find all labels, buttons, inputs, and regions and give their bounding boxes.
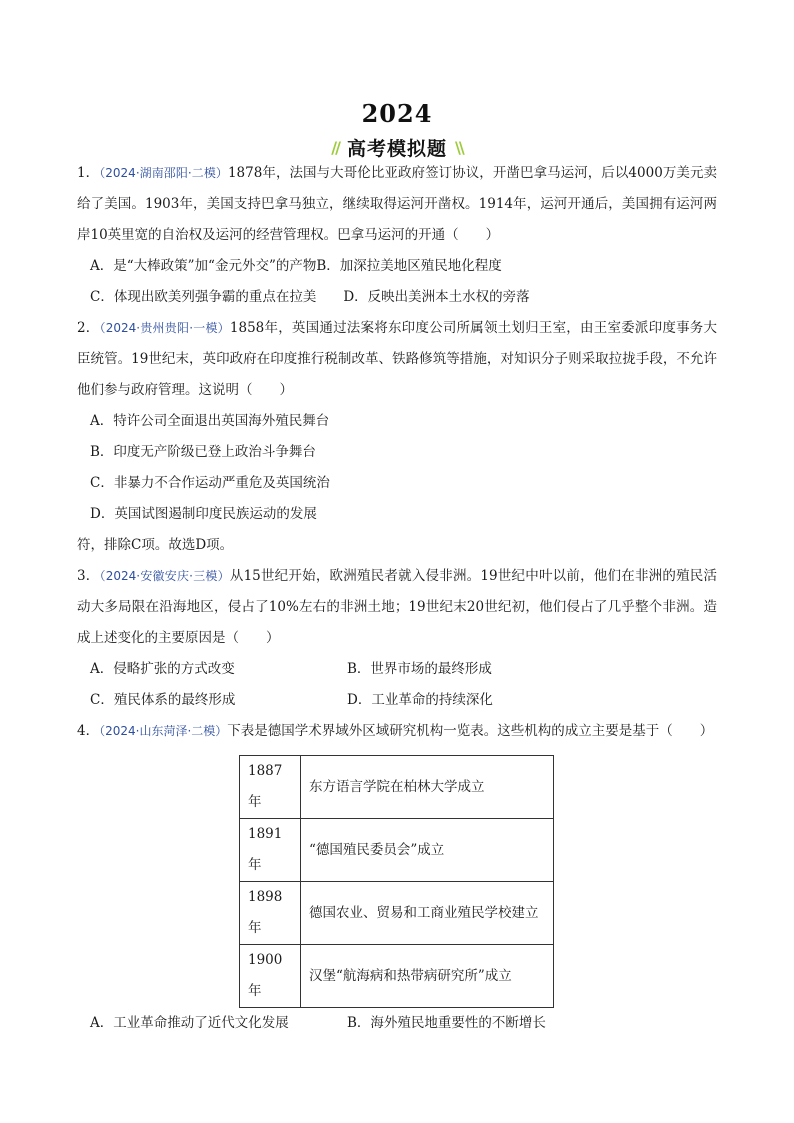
option-c: C．非暴力不合作运动严重危及英国统治 [90,475,330,491]
option-list [77,654,717,716]
option-d: D．工业革命的持续深化 [347,692,493,708]
research-institutions-table [239,755,554,1008]
option-d: D．英国试图遏制印度民族运动的发展 [90,506,317,522]
question-source: （2024·山东菏泽·二模） [99,724,228,738]
question-1 [77,158,717,313]
option-list [77,251,717,313]
option-b: B．世界市场的最终形成 [347,661,492,677]
table-row [240,819,554,882]
table-row [240,756,554,819]
question-source: （2024·安徽安庆·三模） [99,569,230,583]
table-cell-year: 1891年 [240,819,301,882]
question-stem: 1．（2024·湖南邵阳·二模）1878年，法国与大哥伦比亚政府签订协议，开凿巴拿马运河，后以4000万美元卖给了美国。1903年，美国支持巴拿马独立，继续取得运河开凿权。1914年，运河开通后，美国拥有运河两岸10英里宽的自治权及运河的经营管理权。巴拿马运河的开通（ ） [77,165,718,243]
question-list [77,158,717,1039]
option-list [77,1008,717,1039]
question-stem: 2．（2024·贵州贵阳·一模）1858年，英国通过法案将东印度公司所属领土划归王室，由王室委派印度事务大臣统管。19世纪末，英印政府在印度推行税制改革、铁路修筑等措施，对知识分子则采取拉拢手段，不允许他们参与政府管理。这说明（ ） [77,320,718,398]
table-cell-event: “德国殖民委员会”成立 [301,819,554,882]
year-heading [362,100,433,128]
table-cell-year: 1900年 [240,945,301,1008]
question-3 [77,561,717,716]
year-text: 2024 [361,99,433,128]
table-cell-event: 德国农业、贸易和工商业殖民学校建立 [301,882,554,945]
table-cell-year: 1898年 [240,882,301,945]
slash-decoration-right: \\ [455,138,463,157]
question-source: （2024·湖南邵阳·二模） [99,166,228,180]
question-4 [77,716,717,1039]
table-row [240,882,554,945]
table-cell-event: 汉堡“航海病和热带病研究所”成立 [301,945,554,1008]
table-cell-year: 1887年 [240,756,301,819]
option-line: A．是“大棒政策”加“金元外交”的产物B．加深拉美地区殖民地化程度 [90,258,502,274]
page-title: 高考模拟题 [346,138,447,160]
option-a: A．侵略扩张的方式改变 [90,661,235,677]
option-b: B．海外殖民地重要性的不断增长 [347,1015,546,1031]
option-line: C．体现出欧美列强争霸的重点在拉美 D．反映出美洲本土水权的旁落 [90,289,530,305]
table-row [240,945,554,1008]
slash-decoration-left: // [331,138,339,157]
table-cell-event: 东方语言学院在柏林大学成立 [301,756,554,819]
question-2 [77,313,717,561]
option-a: A．工业革命推动了近代文化发展 [90,1015,289,1031]
header [0,100,794,161]
option-list [77,406,717,530]
question-stem: 3．（2024·安徽安庆·三模）从15世纪开始，欧洲殖民者就入侵非洲。19世纪中叶以前，他们在非洲的殖民活动大多局限在沿海地区，侵占了10%左右的非洲土地；19世纪末20世纪初，他们侵占了几乎整个非洲。造成上述变化的主要原因是（ ） [77,568,718,646]
option-b: B．印度无产阶级已登上政治斗争舞台 [90,444,316,460]
question-stem: 4．（2024·山东菏泽·二模）下表是德国学术界域外区域研究机构一览表。这些机构的成立主要是基于（ ） [77,723,714,739]
question-source: （2024·贵州贵阳·一模） [99,321,230,335]
option-a: A．特许公司全面退出英国海外殖民舞台 [90,413,330,429]
option-c: C．殖民体系的最终形成 [90,692,236,708]
title-row [0,134,794,161]
answer-fragment: 符，排除C项。故选D项。 [77,537,234,553]
